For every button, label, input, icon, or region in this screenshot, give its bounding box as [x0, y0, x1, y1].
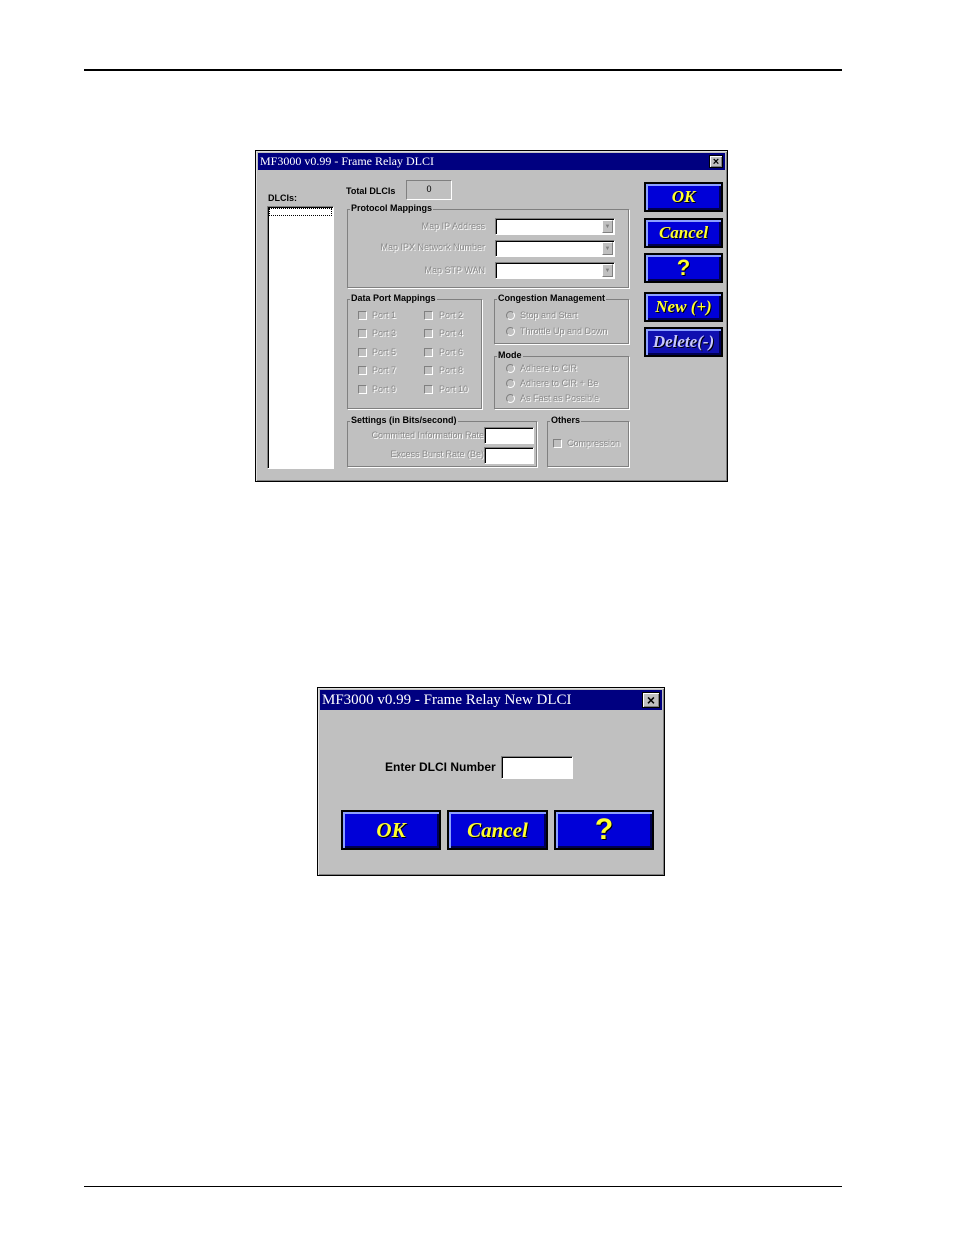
port-9-checkbox[interactable]	[358, 385, 367, 394]
port-2-checkbox[interactable]	[424, 311, 433, 320]
chevron-down-icon[interactable]: ▼	[602, 264, 613, 277]
dlci-listbox[interactable]	[267, 206, 334, 469]
congestion-management-title: Congestion Management	[498, 293, 606, 303]
port-1-checkbox[interactable]	[358, 311, 367, 320]
adhere-cir-label: Adhere to CIR	[520, 363, 578, 373]
settings-title: Settings (in Bits/second)	[351, 415, 457, 425]
new-button[interactable]: New (+)	[644, 292, 723, 322]
adhere-cir-be-radio[interactable]	[506, 379, 515, 388]
port-4-label: Port 4	[439, 328, 464, 338]
throttle-radio[interactable]	[506, 327, 515, 336]
protocol-mappings-title: Protocol Mappings	[351, 203, 432, 213]
compression-label: Compression	[567, 438, 621, 448]
port-7-label: Port 7	[372, 365, 397, 375]
throttle-label: Throttle Up and Down	[520, 326, 608, 336]
chevron-down-icon[interactable]: ▼	[602, 220, 613, 233]
chevron-down-icon[interactable]: ▼	[602, 242, 613, 255]
map-ipx-label: Map IPX Network Number	[380, 242, 485, 252]
map-ip-combo[interactable]	[495, 218, 615, 235]
dlci-dialog-title-bar[interactable]	[258, 153, 725, 170]
cancel-button[interactable]: Cancel	[644, 218, 723, 248]
as-fast-radio[interactable]	[506, 394, 515, 403]
others-title: Others	[551, 415, 581, 425]
be-input[interactable]	[484, 447, 534, 464]
port-8-checkbox[interactable]	[424, 366, 433, 375]
question-mark-icon: ?	[676, 255, 691, 280]
stop-and-start-label: Stop and Start	[520, 310, 578, 320]
port-6-label: Port 6	[439, 347, 464, 357]
map-ipx-combo[interactable]	[495, 240, 615, 257]
ok-button[interactable]: OK	[341, 810, 441, 850]
new-dlci-dialog-title-bar[interactable]	[320, 690, 662, 710]
port-3-checkbox[interactable]	[358, 329, 367, 338]
port-3-label: Port 3	[372, 328, 397, 338]
delete-button[interactable]: Delete(-)	[644, 327, 723, 357]
adhere-cir-be-label: Adhere to CIR + Be	[520, 378, 599, 388]
port-9-label: Port 9	[372, 384, 397, 394]
page-bottom-rule	[84, 1186, 842, 1187]
as-fast-label: As Fast as Possible	[520, 393, 600, 403]
port-2-label: Port 2	[439, 310, 464, 320]
port-5-checkbox[interactable]	[358, 348, 367, 357]
compression-checkbox[interactable]	[553, 439, 562, 448]
map-stp-combo[interactable]	[495, 262, 615, 279]
dlci-dialog-title: MF3000 v0.99 - Frame Relay DLCI	[260, 154, 434, 168]
total-dlcis-label: Total DLCIs	[346, 186, 396, 196]
port-4-checkbox[interactable]	[424, 329, 433, 338]
port-7-checkbox[interactable]	[358, 366, 367, 375]
help-button[interactable]	[644, 253, 723, 283]
port-1-label: Port 1	[372, 310, 397, 320]
stop-and-start-radio[interactable]	[506, 311, 515, 320]
port-8-label: Port 8	[439, 365, 464, 375]
ok-button[interactable]: OK	[644, 182, 723, 212]
map-ip-label: Map IP Address	[421, 221, 485, 231]
dlci-list-focus-item[interactable]	[269, 208, 332, 216]
total-dlcis-value: 0	[406, 180, 452, 200]
close-icon[interactable]: ×	[642, 692, 660, 708]
dlcis-label: DLCIs:	[268, 193, 297, 203]
cancel-button[interactable]: Cancel	[447, 810, 548, 850]
map-stp-label: Map STP WAN	[424, 265, 485, 275]
port-5-label: Port 5	[372, 347, 397, 357]
port-6-checkbox[interactable]	[424, 348, 433, 357]
cir-input[interactable]	[484, 427, 534, 444]
port-10-checkbox[interactable]	[424, 385, 433, 394]
frame-relay-new-dlci-dialog	[317, 687, 665, 876]
enter-dlci-label: Enter DLCI Number	[385, 760, 496, 774]
page-top-rule	[84, 69, 842, 71]
frame-relay-dlci-dialog	[255, 150, 728, 482]
data-port-mappings-title: Data Port Mappings	[351, 293, 436, 303]
question-mark-icon: ?	[594, 813, 614, 846]
port-10-label: Port 10	[439, 384, 469, 394]
congestion-management-group	[494, 293, 629, 344]
help-button[interactable]	[554, 810, 654, 850]
new-dlci-dialog-title: MF3000 v0.99 - Frame Relay New DLCI	[322, 692, 572, 708]
dlci-number-input[interactable]	[501, 756, 573, 779]
close-icon[interactable]: ×	[709, 155, 723, 168]
mode-title: Mode	[498, 350, 522, 360]
adhere-cir-radio[interactable]	[506, 364, 515, 373]
cir-label: Committed Information Rate	[371, 430, 484, 440]
be-label: Excess Burst Rate (Be)	[390, 449, 484, 459]
